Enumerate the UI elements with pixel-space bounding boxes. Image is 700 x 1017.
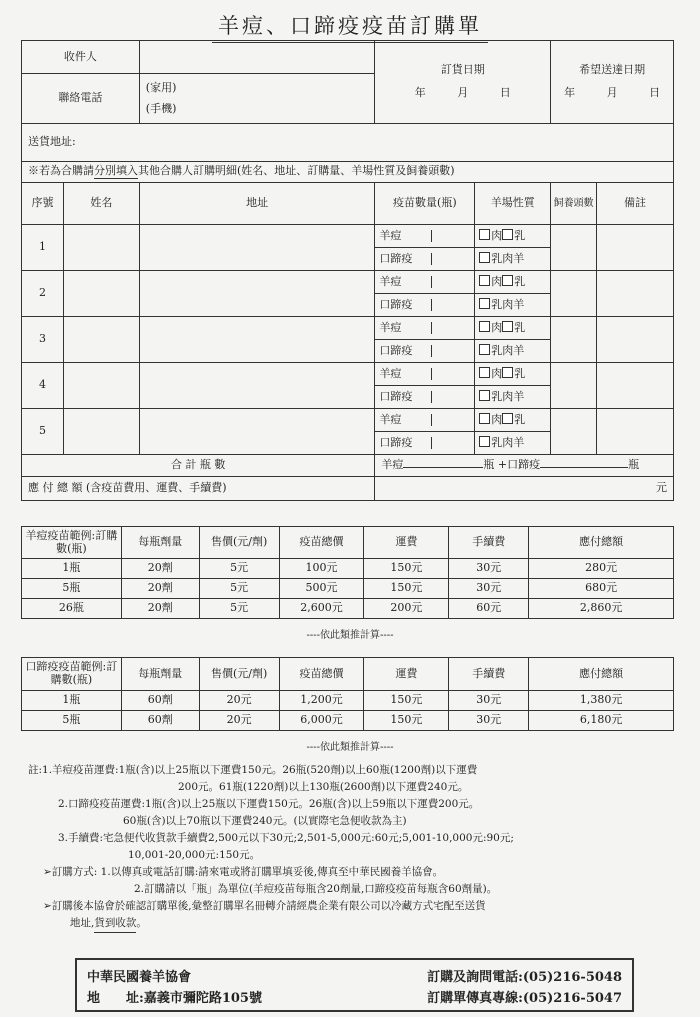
checkbox-icon[interactable] [502, 413, 513, 424]
notes-section [28, 762, 678, 933]
fmd-price-table [21, 657, 674, 731]
col-qty: 疫苗數量(瓶) [375, 183, 475, 225]
delivery-note: ➢訂購後本協會於確認訂購單後,彙整訂購單名冊轉介請經農企業有限公司以冷藏方式宅配至送貨 [43, 900, 486, 912]
checkbox-icon[interactable] [479, 413, 490, 424]
col-seq: 序號 [22, 183, 64, 225]
sheep-pox-cell: 150元 [364, 559, 449, 579]
fmd-cell: 6,000元 [279, 711, 364, 731]
sheep-pox-footnote: ----依此類推計算---- [306, 630, 394, 641]
fmd-cell: 1瓶 [22, 691, 122, 711]
fmd-cell: 1,200元 [279, 691, 364, 711]
sheep-pox-cell: 20劑 [121, 579, 199, 599]
sheep-pox-cell: 30元 [449, 579, 529, 599]
checkbox-icon[interactable] [479, 390, 490, 401]
order-rows [22, 225, 674, 455]
org-name: 中華民國養羊協會 [87, 970, 192, 985]
sheep-pox-cell: 5元 [199, 579, 279, 599]
row-address-field[interactable] [139, 225, 375, 271]
order-phone: 訂購及詢問電話:(05)216-5048 [427, 970, 622, 985]
fmd-header: 售價(元/劑) [199, 658, 279, 691]
total-bottles-label: 合 計 瓶 數 [22, 455, 375, 477]
fmd-cell: 20元 [199, 711, 279, 731]
col-name: 姓名 [63, 183, 139, 225]
phone-label: 聯絡電話 [22, 74, 140, 124]
row-qty-fmd[interactable]: 口蹄疫 [375, 294, 475, 317]
row-qty-fmd[interactable]: 口蹄疫 [375, 248, 475, 271]
recipient-field[interactable] [139, 41, 375, 74]
fmd-cell: 1,380元 [529, 691, 674, 711]
fmd-rows [22, 691, 674, 731]
row-number: 2 [22, 271, 64, 317]
sheep-pox-cell: 680元 [529, 579, 674, 599]
sheep-pox-cell: 100元 [279, 559, 364, 579]
row-farm-type-2[interactable]: 乳肉羊 [475, 386, 551, 409]
fmd-cell: 60劑 [121, 711, 199, 731]
row-heads-field[interactable] [551, 317, 597, 363]
fmd-header: 每瓶劑量 [121, 658, 199, 691]
sheep-pox-row [22, 559, 674, 579]
sheep-pox-row [22, 579, 674, 599]
row-farm-type-1[interactable]: 肉 乳 [475, 409, 551, 432]
address-field[interactable]: 送貨地址: [22, 124, 674, 162]
row-farm-type-1[interactable]: 肉 乳 [475, 225, 551, 248]
fmd-row [22, 691, 674, 711]
row-qty-fmd[interactable]: 口蹄疫 [375, 386, 475, 409]
row-address-field[interactable] [139, 363, 375, 409]
col-address: 地址 [139, 183, 375, 225]
sheep-pox-row [22, 599, 674, 619]
total-bottles-field[interactable]: 羊痘 瓶 +口蹄疫 瓶 [375, 455, 674, 477]
checkbox-icon[interactable] [479, 252, 490, 263]
row-remark-field[interactable] [597, 225, 674, 271]
row-name-field[interactable] [63, 225, 139, 271]
row-remark-field[interactable] [597, 271, 674, 317]
sheep-pox-header: 售價(元/劑) [199, 527, 279, 559]
row-heads-field[interactable] [551, 409, 597, 455]
org-address: 地 址:嘉義市彌陀路105號 [87, 991, 262, 1006]
sheep-pox-cell: 60元 [449, 599, 529, 619]
row-farm-type-1[interactable]: 肉 乳 [475, 363, 551, 386]
fmd-cell: 20元 [199, 691, 279, 711]
row-name-field[interactable] [63, 271, 139, 317]
sheep-pox-cell: 30元 [449, 559, 529, 579]
checkbox-icon[interactable] [502, 275, 513, 286]
sheep-pox-header: 疫苗總價 [279, 527, 364, 559]
sheep-pox-rows [22, 559, 674, 619]
row-number: 4 [22, 363, 64, 409]
sheep-pox-cell: 200元 [364, 599, 449, 619]
row-remark-field[interactable] [597, 409, 674, 455]
row-qty-sheep-pox[interactable]: 羊痘 [375, 363, 475, 386]
fmd-header: 手續費 [449, 658, 529, 691]
sheep-pox-header: 應付總額 [529, 527, 674, 559]
sheep-pox-cell: 280元 [529, 559, 674, 579]
order-date-cell[interactable]: 訂貨日期 年 月 日 [375, 41, 551, 124]
fmd-first-header: 口蹄疫疫苗範例:訂購數(瓶) [22, 658, 122, 691]
checkbox-icon[interactable] [479, 367, 490, 378]
note-shipping-fmd: 2.口蹄疫疫苗運費:1瓶(含)以上25瓶以下運費150元。26瓶(含)以上59瓶以下運費200元。 [58, 798, 480, 810]
row-heads-field[interactable] [551, 363, 597, 409]
checkbox-icon[interactable] [479, 344, 490, 355]
sheep-pox-first-header: 羊痘疫苗範例:訂購數(瓶) [22, 527, 122, 559]
fmd-header: 應付總額 [529, 658, 674, 691]
row-address-field[interactable] [139, 271, 375, 317]
col-remark: 備註 [597, 183, 674, 225]
row-qty-fmd[interactable]: 口蹄疫 [375, 432, 475, 455]
sheep-pox-cell: 1瓶 [22, 559, 122, 579]
sheep-pox-header: 手續費 [449, 527, 529, 559]
checkbox-icon[interactable] [502, 321, 513, 332]
row-farm-type-2[interactable]: 乳肉羊 [475, 340, 551, 363]
row-name-field[interactable] [63, 409, 139, 455]
sheep-pox-cell: 500元 [279, 579, 364, 599]
payable-field[interactable]: 元 [375, 477, 674, 501]
sheep-pox-cell: 150元 [364, 579, 449, 599]
fmd-row [22, 711, 674, 731]
col-farm-type: 羊場性質 [475, 183, 551, 225]
recipient-label: 收件人 [22, 41, 140, 74]
order-method-2: 2.訂購請以「瓶」為單位(羊痘疫苗每瓶含20劑量,口蹄疫疫苗每瓶含60劑量)。 [134, 883, 498, 895]
order-method-1: ➢訂購方式: 1.以傳真或電話訂購:請來電或將訂購單填妥後,傳真至中華民國養羊協會。 [43, 866, 444, 878]
note-handling-fee: 3.手續費:宅急便代收貨款手續費2,500元以下30元;2,501-5,000元:60元;5,001-10,000元:90元; [58, 832, 514, 844]
checkbox-icon[interactable] [479, 321, 490, 332]
sheep-pox-cell: 20劑 [121, 559, 199, 579]
note-shipping-fmd-cont: 60瓶(含)以上70瓶以下運費240元。(以實際宅急便收款為主) [123, 815, 407, 827]
order-fax: 訂購單傳真專線:(05)216-5047 [427, 991, 622, 1006]
row-qty-sheep-pox[interactable]: 羊痘 [375, 317, 475, 340]
sheep-pox-cell: 20劑 [121, 599, 199, 619]
row-address-field[interactable] [139, 409, 375, 455]
row-farm-type-2[interactable]: 乳肉羊 [475, 248, 551, 271]
checkbox-icon[interactable] [502, 367, 513, 378]
note-shipping-sheep-pox: 註:1.羊痘疫苗運費:1瓶(含)以上25瓶以下運費150元。26瓶(520劑)以上60瓶(1200劑)以下運費 [28, 764, 478, 776]
row-name-field[interactable] [63, 363, 139, 409]
fmd-header: 疫苗總價 [279, 658, 364, 691]
checkbox-icon[interactable] [479, 229, 490, 240]
row-farm-type-1[interactable]: 肉 乳 [475, 317, 551, 340]
sheep-pox-header: 每瓶劑量 [121, 527, 199, 559]
row-farm-type-1[interactable]: 肉 乳 [475, 271, 551, 294]
row-farm-type-2[interactable]: 乳肉羊 [475, 294, 551, 317]
checkbox-icon[interactable] [479, 436, 490, 447]
sheep-pox-cell: 2,860元 [529, 599, 674, 619]
fmd-cell: 6,180元 [529, 711, 674, 731]
row-number: 1 [22, 225, 64, 271]
sheep-pox-cell: 2,600元 [279, 599, 364, 619]
contact-footer [75, 958, 634, 1012]
sheep-pox-cell: 5元 [199, 559, 279, 579]
row-qty-fmd[interactable]: 口蹄疫 [375, 340, 475, 363]
row-qty-sheep-pox[interactable]: 羊痘 [375, 225, 475, 248]
checkbox-icon[interactable] [502, 229, 513, 240]
fmd-cell: 30元 [449, 711, 529, 731]
note-handling-fee-cont: 10,001-20,000元:150元。 [128, 849, 261, 861]
col-heads: 飼養頭數 [551, 183, 597, 225]
sheep-pox-cell: 5元 [199, 599, 279, 619]
row-heads-field[interactable] [551, 225, 597, 271]
sheep-pox-header: 運費 [364, 527, 449, 559]
row-farm-type-2[interactable]: 乳肉羊 [475, 432, 551, 455]
fmd-cell: 150元 [364, 691, 449, 711]
phone-field[interactable]: (家用) (手機) [139, 74, 375, 124]
row-qty-sheep-pox[interactable]: 羊痘 [375, 271, 475, 294]
order-form-table [21, 40, 674, 501]
row-number: 5 [22, 409, 64, 455]
payable-label: 應 付 總 額 (含疫苗費用、運費、手續費) [22, 477, 375, 501]
row-name-field[interactable] [63, 317, 139, 363]
sheep-pox-cell: 26瓶 [22, 599, 122, 619]
row-remark-field[interactable] [597, 317, 674, 363]
page-title: 羊痘、口蹄疫疫苗訂購單 [0, 10, 700, 43]
checkbox-icon[interactable] [479, 275, 490, 286]
delivery-date-cell[interactable]: 希望送達日期 年 月 日 [551, 41, 674, 124]
group-order-note: ※若為合購請分別填入其他合購人訂購明細(姓名、地址、訂購量、羊場性質及飼養頭數) [22, 162, 674, 183]
fmd-header: 運費 [364, 658, 449, 691]
fmd-cell: 60劑 [121, 691, 199, 711]
fmd-cell: 5瓶 [22, 711, 122, 731]
note-shipping-sheep-pox-cont: 200元。61瓶(1220劑)以上130瓶(2600劑)以下運費240元。 [178, 781, 469, 793]
sheep-pox-price-table [21, 526, 674, 619]
fmd-cell: 150元 [364, 711, 449, 731]
row-remark-field[interactable] [597, 363, 674, 409]
sheep-pox-cell: 5瓶 [22, 579, 122, 599]
fmd-cell: 30元 [449, 691, 529, 711]
row-address-field[interactable] [139, 317, 375, 363]
row-heads-field[interactable] [551, 271, 597, 317]
delivery-note-cont: 地址,貨到收款。 [28, 915, 678, 933]
row-number: 3 [22, 317, 64, 363]
checkbox-icon[interactable] [479, 298, 490, 309]
fmd-footnote: ----依此類推計算---- [306, 742, 394, 753]
row-qty-sheep-pox[interactable]: 羊痘 [375, 409, 475, 432]
